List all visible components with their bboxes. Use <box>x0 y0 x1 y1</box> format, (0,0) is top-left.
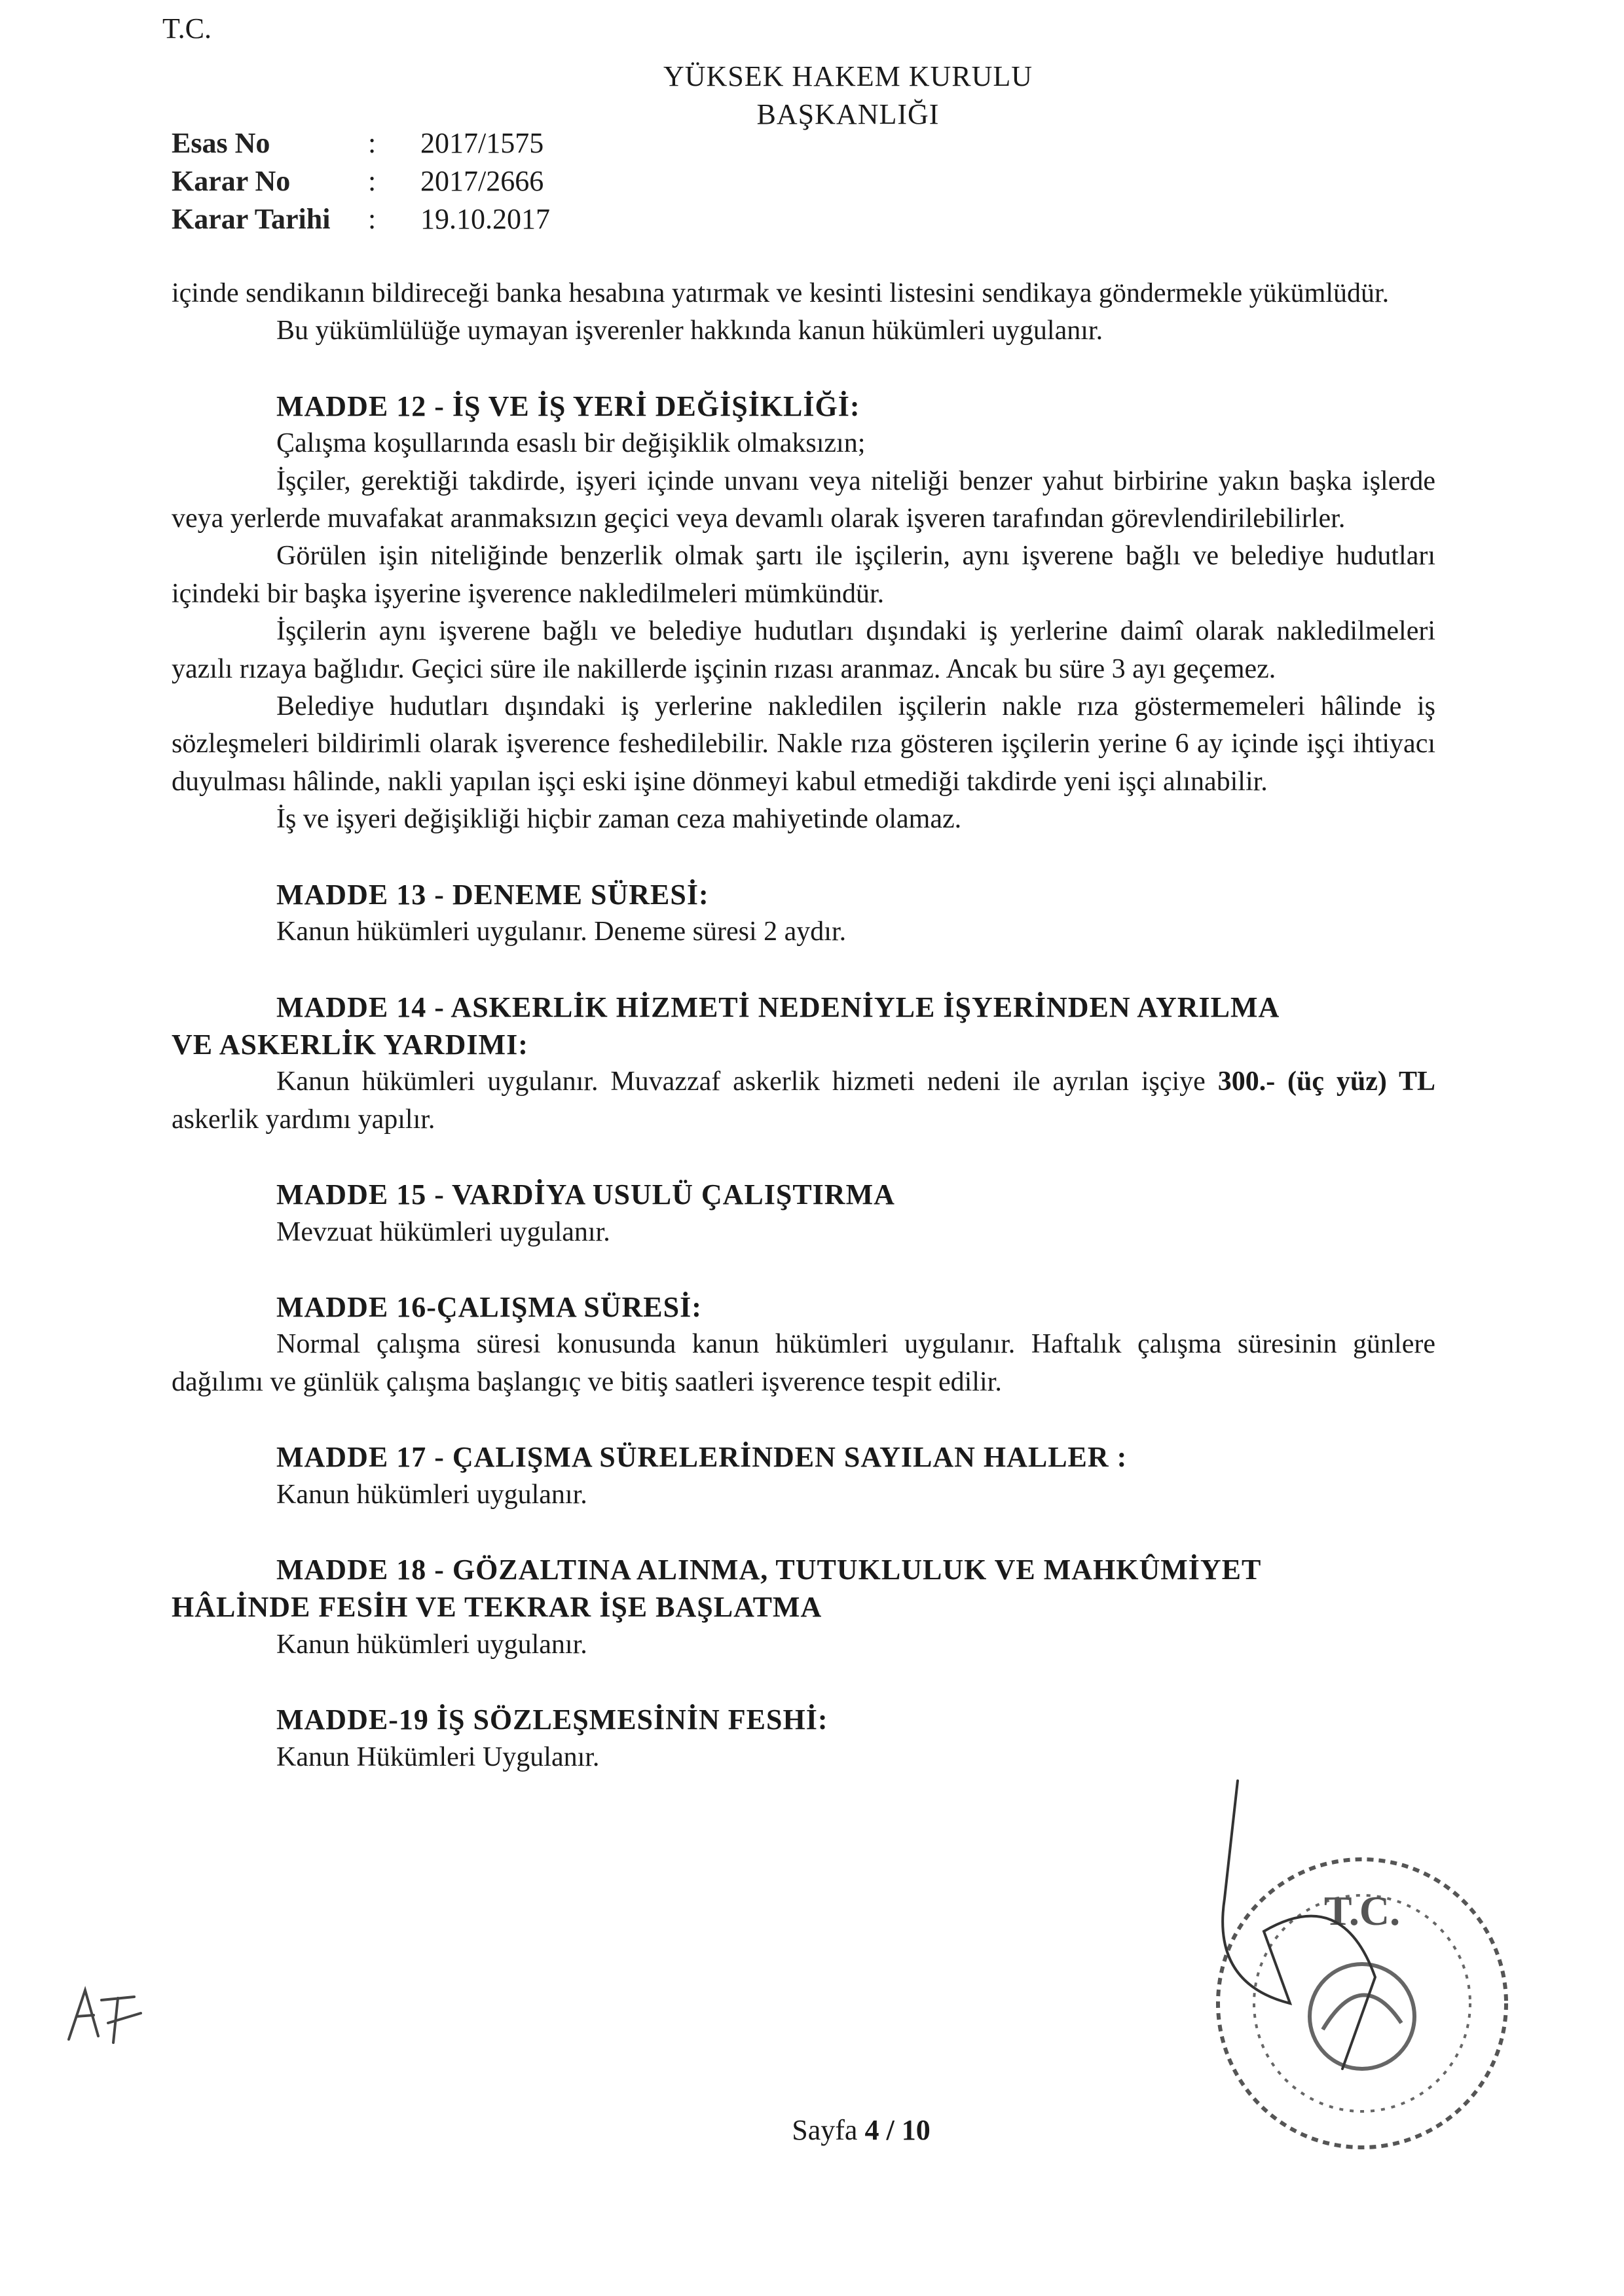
article-12-paragraph: Belediye hudutları dışındaki iş yerlerine nakledilen işçilerin nakle rıza göstermemeleri hâlinde iş sözleşmeleri bildirimli olarak işverence feshedilebilir. Nakle rıza gösteren işçilerin yerine 6 ay içinde işçi ihtiyacı duyulması hâlinde, nakli yapılan işçi eski işine dönmeyi kabul etmediği takdirde yeni işçi alınabilir. <box>172 691 1435 797</box>
article-15-paragraph: Mevzuat hükümleri uygulanır. <box>276 1216 610 1247</box>
meta-row-tarih <box>172 200 550 238</box>
article-14-text: Kanun hükümleri uygulanır. Muvazzaf askerlik hizmeti nedeni ile ayrılan işçiye <box>276 1066 1218 1097</box>
article-13-title: MADDE 13 - DENEME SÜRESİ: <box>276 878 709 911</box>
institution-line2: BAŞKANLIĞI <box>756 98 940 130</box>
case-meta <box>172 124 550 238</box>
meta-separator: : <box>368 127 377 159</box>
meta-label: Karar No <box>172 165 291 197</box>
meta-row-karar <box>172 162 550 200</box>
intro-paragraph: içinde sendikanın bildireceği banka hesabına yatırmak ve kesinti listesini sendikaya göndermekle yükümlüdür. <box>172 278 1390 308</box>
official-stamp <box>1126 1768 1532 2174</box>
meta-separator: : <box>368 203 377 235</box>
article-18-title-cont: HÂLİNDE FESİH VE TEKRAR İŞE BAŞLATMA <box>172 1591 822 1624</box>
page-total: 10 <box>901 2114 931 2146</box>
article-12-paragraph: İşçilerin aynı işverene bağlı ve belediye hudutları dışındaki iş yerlerine daimî olarak nakledilmeleri yazılı rızaya bağlıdır. Geçici süre ile nakillerde işçinin rızası aranmaz. Ancak bu süre 3 ayı geçemez. <box>172 616 1435 684</box>
page-prefix: Sayfa <box>792 2114 865 2146</box>
meta-value: 19.10.2017 <box>420 203 550 235</box>
article-19-paragraph: Kanun Hükümleri Uygulanır. <box>276 1741 600 1772</box>
article-12-paragraph: Görülen işin niteliğinde benzerlik olmak şartı ile işçilerin, aynı işverene bağlı ve belediye hudutları içindeki bir başka işyerine işverence nakledilmeleri mümkündür. <box>172 541 1435 609</box>
stamp-text: T.C. <box>1323 1887 1401 1934</box>
article-15-title: MADDE 15 - VARDİYA USULÜ ÇALIŞTIRMA <box>276 1178 895 1211</box>
meta-separator: : <box>368 165 377 197</box>
article-16-title: MADDE 16-ÇALIŞMA SÜRESİ: <box>276 1290 702 1323</box>
country-label: T.C. <box>162 12 212 45</box>
initials-signature <box>62 1977 147 2049</box>
article-12-paragraph: İş ve işyeri değişikliği hiçbir zaman ceza mahiyetinde olamaz. <box>276 804 962 835</box>
page-separator: / <box>879 2114 902 2146</box>
article-14-text: askerlik yardımı yapılır. <box>172 1104 435 1135</box>
page-current: 4 <box>864 2114 879 2146</box>
institution-heading <box>0 58 1624 134</box>
page-footer <box>0 2113 1624 2147</box>
document-body <box>172 275 1435 1776</box>
institution-line1: YÜKSEK HAKEM KURULU <box>663 60 1033 92</box>
article-14-amount: 300.- (üç yüz) TL <box>1217 1066 1435 1097</box>
meta-label: Esas No <box>172 127 270 159</box>
article-14-paragraph <box>172 1063 1435 1139</box>
article-17-title: MADDE 17 - ÇALIŞMA SÜRELERİNDEN SAYILAN HALLER : <box>276 1441 1128 1474</box>
article-14-title: MADDE 14 - ASKERLİK HİZMETİ NEDENİYLE İŞYERİNDEN AYRILMA <box>276 991 1280 1023</box>
article-18-paragraph: Kanun hükümleri uygulanır. <box>276 1629 587 1660</box>
meta-value: 2017/2666 <box>420 165 544 197</box>
meta-row-esas <box>172 124 550 162</box>
meta-value: 2017/1575 <box>420 127 544 159</box>
article-17-paragraph: Kanun hükümleri uygulanır. <box>276 1479 587 1510</box>
meta-label: Karar Tarihi <box>172 203 331 235</box>
intro-paragraph: Bu yükümlülüğe uymayan işverenler hakkında kanun hükümleri uygulanır. <box>276 316 1103 346</box>
article-14-title-cont: VE ASKERLİK YARDIMI: <box>172 1028 528 1061</box>
article-18-title: MADDE 18 - GÖZALTINA ALINMA, TUTUKLULUK VE MAHKÛMİYET <box>276 1553 1262 1586</box>
article-12-paragraph: Çalışma koşullarında esaslı bir değişiklik olmaksızın; <box>276 428 866 459</box>
article-16-paragraph: Normal çalışma süresi konusunda kanun hükümleri uygulanır. Haftalık çalışma süresinin günlere dağılımı ve günlük çalışma başlangıç ve bitiş saatleri işverence tespit edilir. <box>172 1329 1435 1397</box>
article-13-paragraph: Kanun hükümleri uygulanır. Deneme süresi 2 aydır. <box>276 917 847 947</box>
article-19-title: MADDE-19 İŞ SÖZLEŞMESİNİN FESHİ: <box>276 1704 828 1736</box>
article-12-title: MADDE 12 - İŞ VE İŞ YERİ DEĞİŞİKLİĞİ: <box>276 390 860 422</box>
article-12-paragraph: İşçiler, gerektiği takdirde, işyeri içinde unvanı veya niteliği benzer yahut birbirine yakın başka işlerde veya yerlerde muvafakat aranmaksızın geçici veya devamlı olarak işveren tarafından görevlendirilebilirler. <box>172 465 1435 534</box>
